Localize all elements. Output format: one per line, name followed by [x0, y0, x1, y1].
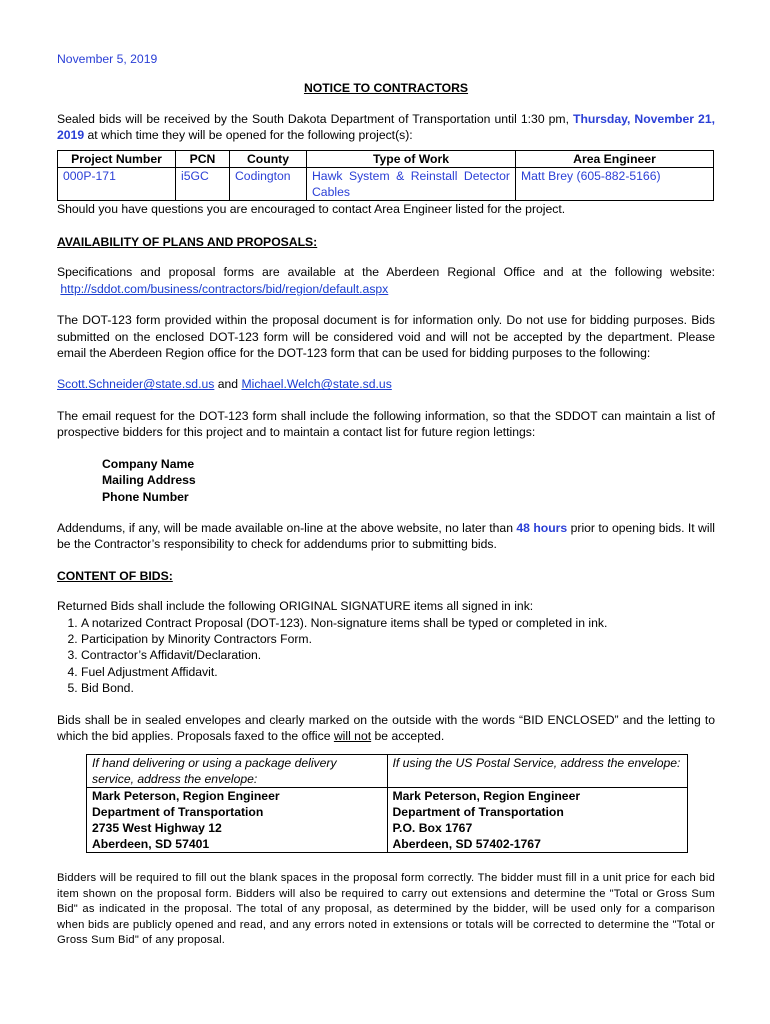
addendums-hours: 48 hours — [516, 520, 568, 535]
email-line — [57, 376, 715, 392]
dot123-paragraph: The DOT-123 form provided within the proposal document is for information only. Do not use for bidding purposes. Bids submitted on the enclosed DOT-123 form will be considered void and will not be accepted by the department. Please email the Aberdeen Region office for the DOT-123 form that can be used for bidding purposes to the following: — [57, 313, 715, 361]
signature-items-list — [57, 615, 715, 697]
availability-heading: AVAILABILITY OF PLANS AND PROPOSALS: — [57, 235, 318, 250]
header-pcn: PCN — [176, 150, 230, 167]
questions-note: Should you have questions you are encouraged to contact Area Engineer listed for the project. — [57, 201, 566, 216]
intro-text: Sealed bids will be received by the South Dakota Department of Transportation until 1:30 pm, — [57, 111, 574, 126]
address-table — [86, 754, 688, 853]
specs-text: Specifications and proposal forms are available at the Aberdeen Regional Office and at the following website: — [57, 265, 715, 280]
website-link[interactable]: http://sddot.com/business/contractors/bid/region/default.aspx — [60, 281, 389, 296]
header-county: County — [230, 150, 307, 167]
list-item: 2. Participation by Minority Contractors Form. — [81, 631, 715, 647]
bidders-note: Bidders will be required to fill out the blank spaces in the proposal form correctly. The bidder must fill in a unit price for each bid item shown on the proposal form. Bidders will also be required to carry out extensions and determine the "Total or Gross Sum Bid" as indicated in the proposal. The total of any proposal, as determined by the bidder, will be used only for a comparison when bids are publicly opened and read, and any errors noted in extensions or totals will be corrected to determine the "Total or Gross Sum Bid" of any proposal. — [57, 872, 715, 947]
postal-caption: If using the US Postal Service, address the envelope: — [387, 755, 688, 788]
pcn: i5GC — [176, 167, 230, 200]
list-item: Mailing Address — [102, 473, 196, 488]
address-line: Department of Transportation — [92, 805, 264, 820]
notice-date: November 5, 2019 — [57, 52, 158, 66]
address-line: Mark Peterson, Region Engineer — [392, 789, 581, 804]
specs-paragraph — [57, 264, 715, 297]
addendums-text-end: prior to opening bids. It will be the Contractor’s responsibility to check for addendums prior to submitting bids. — [57, 520, 715, 552]
intro-paragraph — [57, 111, 715, 144]
hand-delivery-caption: If hand delivering or using a package delivery service, address the envelope: — [87, 755, 388, 788]
list-item: 1. A notarized Contract Proposal (DOT-123). Non-signature items shall be typed or completed in ink. — [81, 615, 715, 631]
list-item: 4. Fuel Adjustment Affidavit. — [81, 664, 715, 680]
email-link-michael[interactable]: Michael.Welch@state.sd.us — [241, 377, 392, 392]
content-heading: CONTENT OF BIDS: — [57, 568, 173, 583]
address-captions-row — [87, 755, 688, 788]
postal-address — [387, 788, 688, 853]
intro-text-end: at which time they will be opened for the following project(s): — [84, 128, 413, 143]
hand-delivery-address — [87, 788, 388, 853]
type-of-work: Hawk System & Reinstall Detector Cables — [307, 167, 516, 200]
header-project-number: Project Number — [58, 150, 176, 167]
list-item: 5. Bid Bond. — [81, 680, 715, 696]
sealed-text: Bids shall be in sealed envelopes and clearly marked on the outside with the words “BID ENCLOSED” and the letting to which the bid applies. Proposals faxed to the office — [57, 712, 715, 743]
email-request-paragraph: The email request for the DOT-123 form shall include the following information, so that the SDDOT can maintain a list of prospective bidders for this project and to maintain a contact list for future region lettings: — [57, 408, 715, 440]
email-joiner: and — [214, 377, 242, 392]
address-line: Aberdeen, SD 57402-1767 — [392, 837, 541, 852]
required-info-list — [57, 456, 715, 505]
address-line: Department of Transportation — [392, 805, 564, 820]
addendums-paragraph — [57, 520, 715, 553]
address-line: Aberdeen, SD 57401 — [92, 837, 210, 852]
table-row — [58, 167, 714, 200]
addendums-text: Addendums, if any, will be made available on-line at the above website, no later than — [57, 520, 517, 535]
notice-document — [57, 51, 715, 949]
list-item: 3. Contractor’s Affidavit/Declaration. — [81, 647, 715, 663]
will-not-text: will not — [333, 728, 372, 743]
project-table-header — [58, 150, 714, 167]
area-engineer: Matt Brey (605-882-5166) — [516, 167, 714, 200]
bid-deadline: Thursday, November 21, 2019 — [57, 111, 715, 143]
address-line: 2735 West Highway 12 — [92, 821, 222, 836]
county: Codington — [230, 167, 307, 200]
project-table — [57, 150, 714, 201]
header-area-engineer: Area Engineer — [516, 150, 714, 167]
sealed-text-end: be accepted. — [371, 728, 445, 743]
list-item: Phone Number — [102, 489, 189, 504]
email-link-scott[interactable]: Scott.Schneider@state.sd.us — [57, 377, 215, 392]
project-number: 000P-171 — [58, 167, 176, 200]
address-line: Mark Peterson, Region Engineer — [92, 789, 280, 804]
address-line: P.O. Box 1767 — [392, 821, 473, 836]
header-type-of-work: Type of Work — [307, 150, 516, 167]
address-block-row — [87, 788, 688, 853]
sealed-envelope-paragraph — [57, 712, 715, 745]
notice-title: NOTICE TO CONTRACTORS — [303, 81, 469, 96]
list-item: Company Name — [102, 456, 195, 471]
content-intro: Returned Bids shall include the following ORIGINAL SIGNATURE items all signed in ink: — [57, 599, 534, 614]
